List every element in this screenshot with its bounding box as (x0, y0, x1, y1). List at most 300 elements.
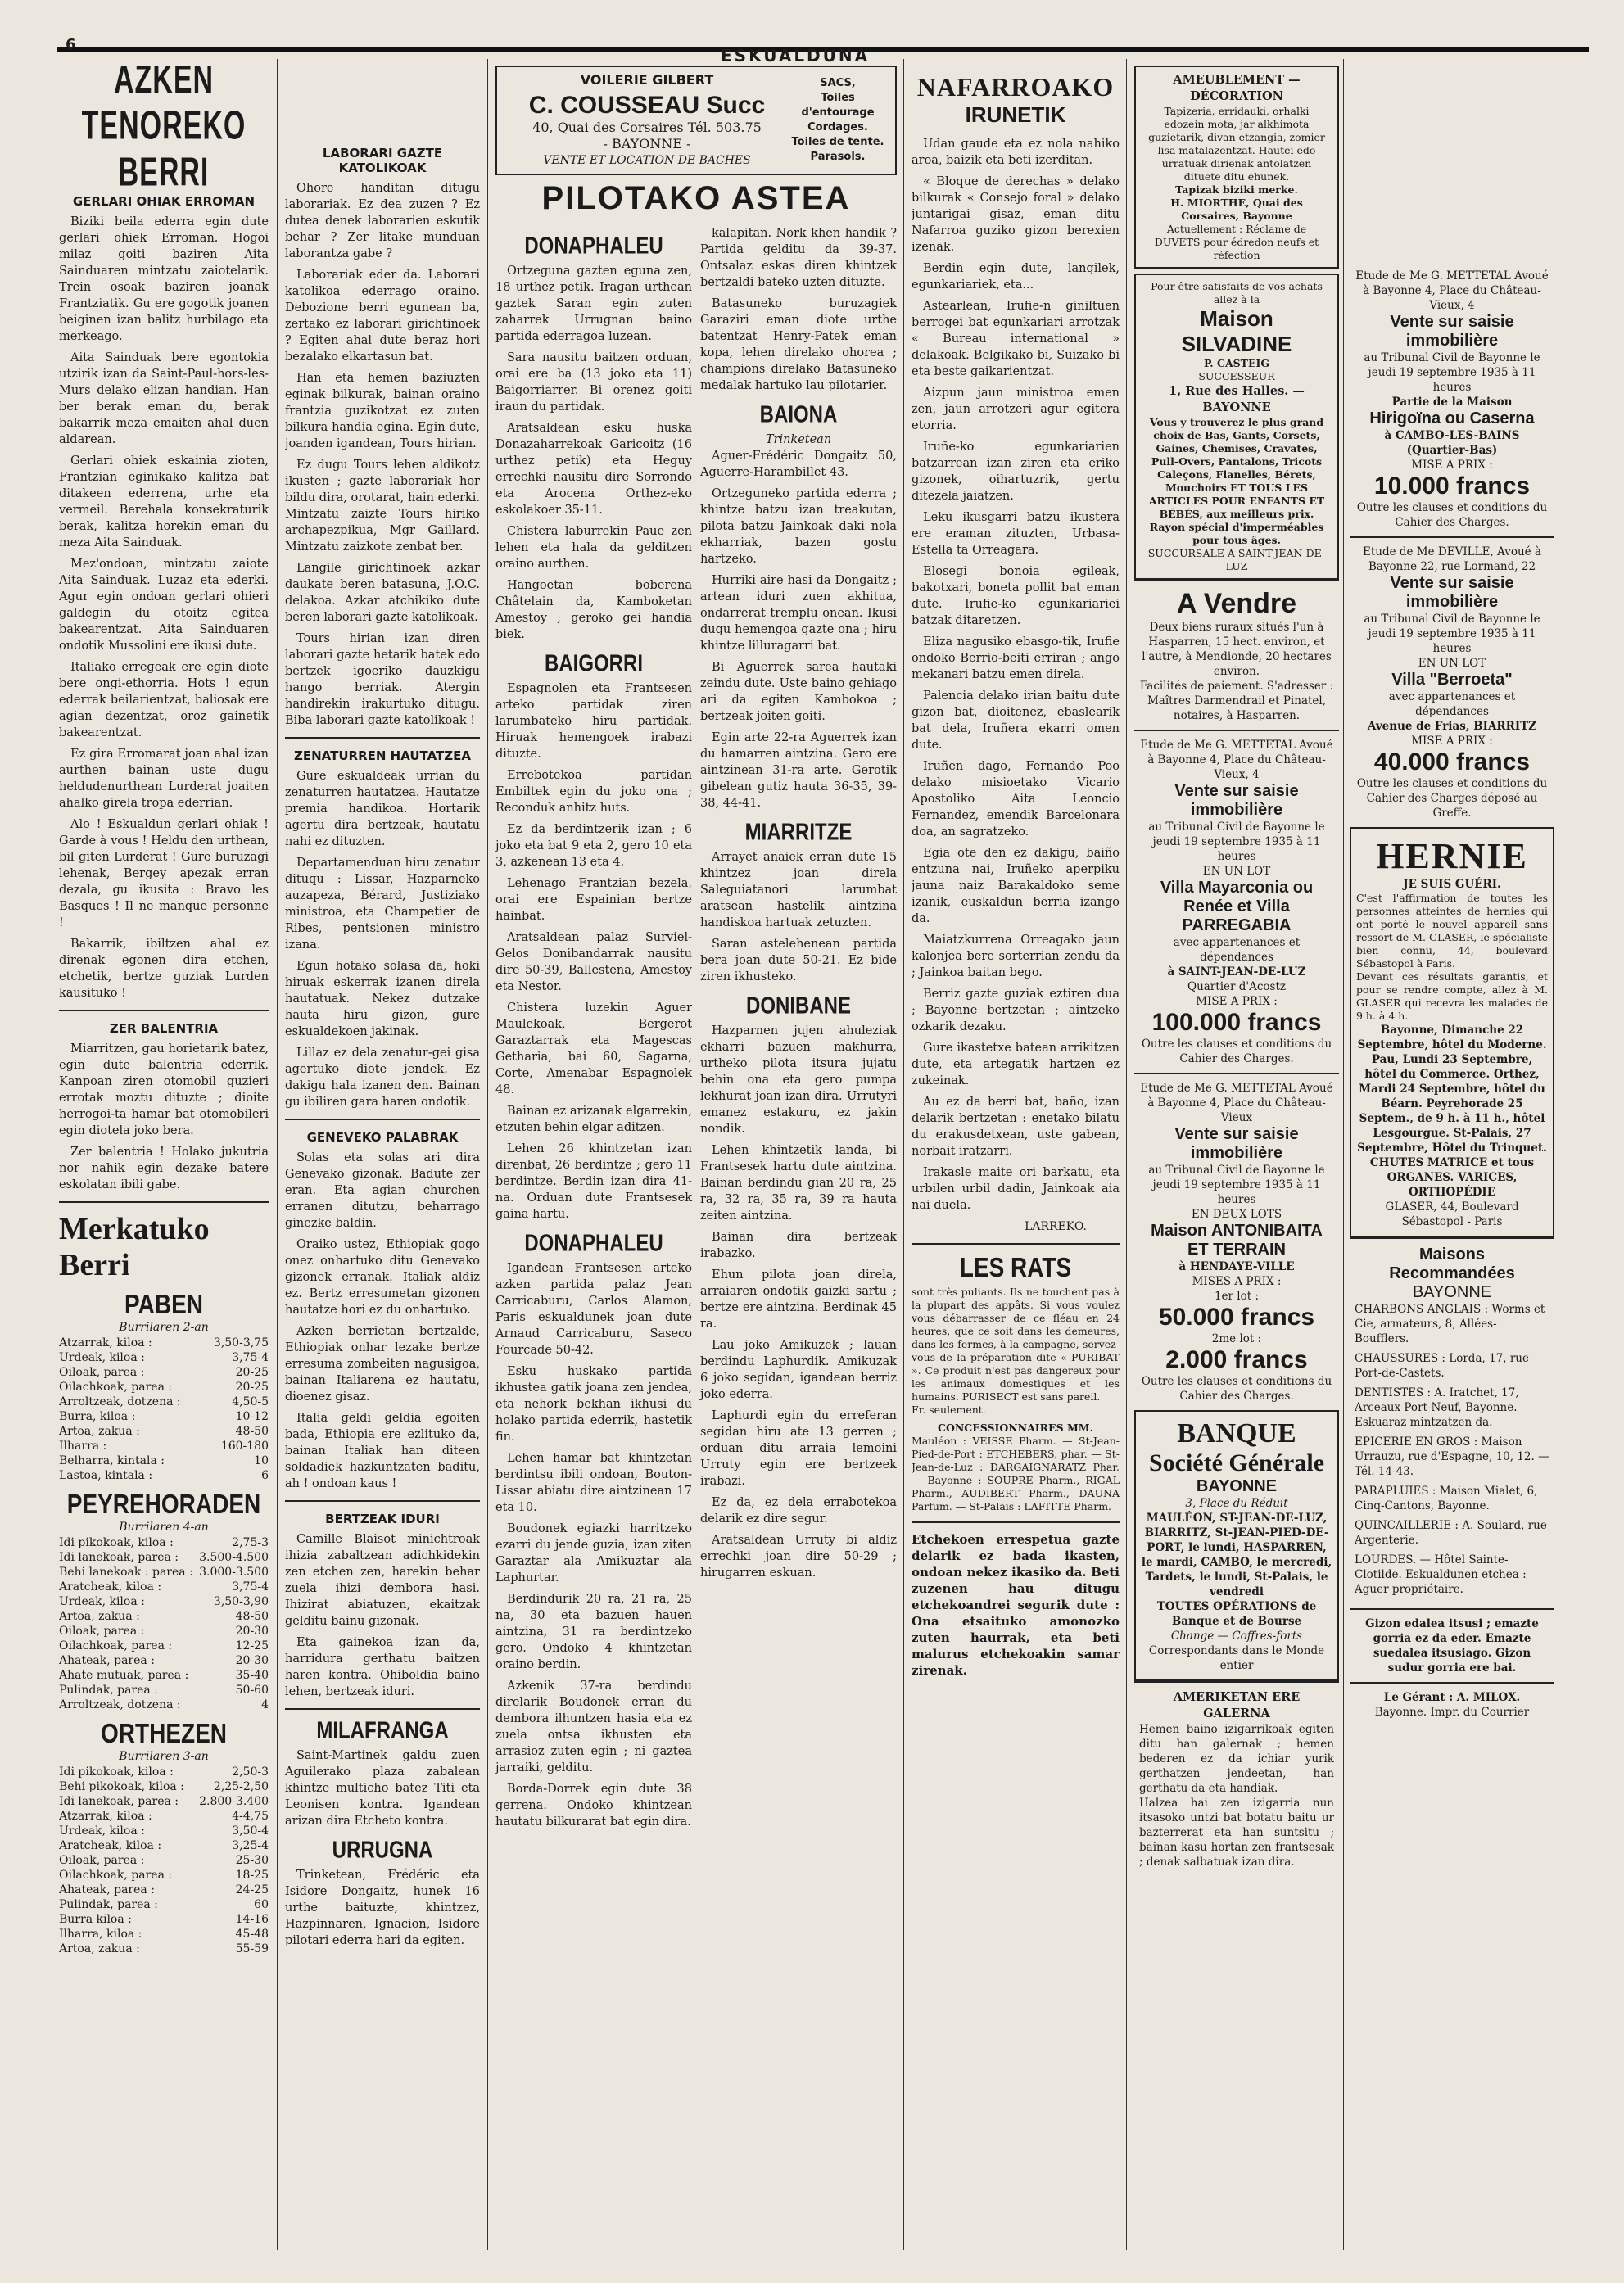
price-row (59, 1779, 269, 1794)
paragraph: Saran astelehenean partida bera joan dute 50-21. Ez bide ziren ikhusteko. (700, 938, 897, 983)
ad-text: MISE A PRIX : (1196, 995, 1278, 1008)
price-list (59, 1336, 269, 1483)
ad-property: Maison ANTONIBAITA ET TERRAIN (1151, 1222, 1323, 1259)
price-value: 3,50-4 (232, 1824, 269, 1838)
paragraph: Italiako erregeak ere egin diote bere ongi-ethorria. Hots ! egun ederrak beilarientzat, baliosak ere agian dezentzat, oroz gainetik bakearentzat. (59, 661, 269, 739)
ad-item: Toiles d'entourage (801, 92, 875, 119)
ad-company: C. COUSSEAU Succ (528, 92, 766, 119)
paragraph: Astearlean, Irufie-n giniltuen berrogei bat egunkariari arrotzak « Bureau international » delakoak. Belgikako bi, Suizako bi eta beste gaikarientzat. (912, 300, 1120, 378)
gerant: Le Gérant : A. MILOX. (1383, 1691, 1521, 1704)
price-item: Aratcheak, kiloa : (59, 1839, 162, 1852)
paragraph: Egia ote den ez dakigu, baiño entzuna nai, Iruñeko aperpiku jauna naiz Barakaldoko seme izanik, euskaldun berria izango da. (912, 847, 1120, 925)
price-list (59, 1765, 269, 1956)
paragraph: Aratsaldean palaz Surviel-Gelos Donibandarrak nausitu dire 50-39, Ballestena, Amestoy eta Nestor. (495, 931, 692, 993)
paragraph: Boudonek egiazki harritzeko ezarri du jende guzia, izan ziten Garaztar ala Amikuztar ala Laphurtar. (495, 1522, 692, 1585)
ad-address: 3, Place du Réduit (1185, 1497, 1288, 1510)
price-item: Oiloak, parea : (59, 1625, 145, 1638)
price-value: 2,75-3 (232, 1536, 269, 1549)
paragraph: Espagnolen eta Frantsesen arteko partidak ziren larumbateko hiru partidak. Hiruak hemengoek irabazi dituzte. (495, 682, 692, 761)
ad-amount: 100.000 francs (1151, 1009, 1322, 1036)
vendre-ad (1134, 580, 1339, 730)
paragraph: Hurriki aire hasi da Dongaitz ; artean iduri zuen akhitua, ondarrerat tremplu onean. Ikusi dugu hemengoa gazte ona ; hiru khintze lilluragarri bat. (700, 574, 897, 653)
price-item: Ahateak, parea : (59, 1883, 155, 1896)
ad-text: au Tribunal Civil de Bayonne le jeudi 19 septembre 1935 à 11 heures (1148, 1164, 1325, 1206)
article-title: GERLARI OHIAK ERROMAN (72, 194, 256, 209)
price-row (59, 1853, 269, 1868)
ad-text: avec appartenances et dépendances (1173, 936, 1301, 964)
price-item: Idi pikokoak, kiloa : (59, 1765, 174, 1779)
paragraph: Iruñe-ko egunkariarien batzarrean izan ziren eta eriko gizonek, oihartuzrik, gertu ditezela jaiatzen. (912, 441, 1120, 503)
article-title: LABORARI GAZTE KATOLIKOAK (322, 146, 443, 175)
column-rule (903, 59, 904, 2250)
article-title: DONAPHALEU (524, 1230, 663, 1257)
ad-text: EN UN LOT (1202, 865, 1271, 878)
ad-tagline: VENTE ET LOCATION DE BACHES (543, 154, 751, 167)
market-date: Burrilaren 3-an (119, 1750, 209, 1763)
ad-text: EN DEUX LOTS (1191, 1208, 1282, 1221)
paragraph: Azken berrietan bertzalde, Ethiopiak onhar lezake bertze erresuma zombeiten nagusigoa, bainan Italiarena ez hautatu, dioenez gisaz. (285, 1325, 480, 1404)
market-section (59, 1211, 269, 1956)
price-row (59, 1942, 269, 1956)
ad-text: Outre les clauses et conditions du Cahier des Charges. (1141, 1375, 1332, 1403)
paragraph: Hangoetan boberena Châtelain da, Kamboketan Amestoy ; geroko gei handia biek. (495, 579, 692, 641)
price-value: 55-59 (235, 1942, 269, 1955)
ad-text: Correspondants dans le Monde entier (1148, 1644, 1325, 1672)
directory-item: CHAUSSURES : Lorda, 17, rue Port-de-Castets. (1355, 1352, 1529, 1380)
paragraph: Berdindurik 20 ra, 21 ra, 25 na, 30 eta bazuen hauen aintzina, 31 ra berdintzeko gero. Ondoko 4 khintzetan oraino berdin. (495, 1593, 692, 1671)
price-row (59, 1927, 269, 1942)
ad-text: SUCCESSEUR (1198, 370, 1275, 382)
paragraph: Au ez da berri bat, baño, izan delarik bertzetan : enetako bilatu du erakusdetxean, uste gabean, norbait iratzarri. (912, 1096, 1120, 1158)
price-item: Oiloak, parea : (59, 1366, 145, 1379)
paragraph: Bi Aguerrek sarea hautaki zeindu dute. Uste baino gehiago ari da egiten Kambokoa ; bertzeak joiten goiti. (700, 661, 897, 723)
paragraph: Chistera luzekin Aguer Maulekoak, Bergerot Garaztarrak eta Magescas Getharia, bai 60, Sagarna, Corte, Amenabar Espagnolek 48. (495, 1001, 692, 1096)
silvadine-ad (1134, 274, 1339, 580)
legal-notice (1350, 262, 1554, 536)
ad-text: MISE A PRIX : (1411, 735, 1493, 748)
ad-title: LES RATS (959, 1251, 1072, 1282)
price-item: Oilachkoak, parea : (59, 1869, 173, 1882)
section-subheadline: IRUNETIK (965, 102, 1066, 127)
price-value: 10-12 (235, 1410, 269, 1423)
price-value: 2,25-2,50 (213, 1780, 269, 1793)
price-item: Urdeak, kiloa : (59, 1351, 145, 1364)
ad-text: C'est l'affirmation de toutes les personnes atteintes de hernies qui ont porté le nouvel appareil sans ressort de M. GLASER, le spécialiste bien connu, 44, boulevard Sébastopol à Paris. (1356, 892, 1548, 970)
price-item: Burra kiloa : (59, 1913, 132, 1926)
article-title: BAIGORRI (545, 650, 643, 677)
ad-text: Etude de Me G. METTETAL Avoué à Bayonne 4, Place du Château-Vieux, 4 (1355, 269, 1549, 312)
ad-text: Etude de Me G. METTETAL Avoué à Bayonne 4, Place du Château-Vieux (1140, 1082, 1333, 1124)
paragraph: Lehen hamar bat khintzetan berdintsu ibili ondoan, Bouton-Lissar abiatu dire aintzinean 17 eta 10. (495, 1452, 692, 1514)
price-value: 160-180 (220, 1440, 269, 1453)
price-row (59, 1468, 269, 1483)
price-item: Urdeak, kiloa : (59, 1595, 145, 1608)
paragraph: Solas eta solas ari dira Genevako gizonak. Badute zer eran. Eta agian churchen erranen ditutzu, beharrago ginezke baldin. (285, 1151, 480, 1230)
banque-ad (1134, 1410, 1339, 1681)
separator (285, 1708, 480, 1710)
price-item: Arroltzeak, dotzena : (59, 1395, 181, 1408)
ad-title: Vente sur saisie immobilière (1390, 574, 1514, 611)
price-value: 50-60 (235, 1684, 269, 1697)
ad-text: CHUTES MATRICE et tous ORGANES. VARICES, ORTHOPÉDIE (1369, 1156, 1535, 1199)
paragraph: Lehenago Frantzian bezela, orai ere Espainian bertze hainbat. (495, 877, 692, 923)
paragraph: Italia geldi geldia egoiten bada, Ethiopia ere ezlituko da, bainan Italiak han diteen soldadiek hazkuntzaten baditu, ah ! ondoan kaus ! (285, 1412, 480, 1490)
ad-text: Pour être satisfaits de vos achats allez à la (1151, 280, 1323, 305)
price-item: Pulindak, parea : (59, 1898, 158, 1911)
price-row (59, 1609, 269, 1624)
ad-text: à HENDAYE-VILLE (1178, 1260, 1295, 1273)
price-value: 3,75-4 (232, 1351, 269, 1364)
paragraph: Ez dugu Tours lehen aldikotz ikusten ; gazte laborariak hor bildu dira, orotarat, hain ederki. Mintzatu zaizte Tours hiriko archapezpikua, Mgr Gaillard. Mintzatu zaizkote zenbat ber. (285, 459, 480, 554)
paragraph: Biziki beila ederra egin dute gerlari ohiek Erroman. Hogoi milaz goiti baziren Aita Sainduaren mintzatu zaiotelarik. Trein osoak baziren joanak Frantziatik. Gu ere gogotik joanen beiginen izan balitz hurbilago eta merkeago. (59, 215, 269, 343)
price-value: 3,75-4 (232, 1580, 269, 1594)
ad-text: P. CASTEIG (1203, 357, 1270, 369)
paragraph: Ez da berdintzerik izan ; 6 joko eta bat 9 eta 2, gero 10 eta 3, azkenean 13 eta 4. (495, 823, 692, 869)
ad-text: MISES A PRIX : (1192, 1275, 1282, 1288)
paragraph: Tours hirian izan diren laborari gazte hetarik batek edo bertzek igoeriko dauzkigu hango berriak. Atergin handirekin irakurtuko ditugu. Biba laborari gazte katolikoak ! (285, 632, 480, 727)
price-item: Oilachkoak, parea : (59, 1639, 173, 1652)
paragraph: Egun hotako solasa da, hoki hiruak eskerrak izanen direla hautatuak. Nekez dutzake hauta hiru gizon, gure eskualdekoen jakinak. (285, 960, 480, 1038)
ad-text: Fr. seulement. (912, 1404, 986, 1416)
ad-address: H. MIORTHE, Quai des Corsaires, Bayonne (1170, 197, 1303, 222)
ad-text: Vous y trouverez le plus grand choix de Bas, Gants, Corsets, Gaines, Chemises, Cravates, Pull-Overs, Pantalons, Tricots Caleçons, Flanelles, Bérets, Mouchoirs ET TOUS LES ARTICLES POUR ENFANTS ET BÉBÉS, aux meilleurs prix. (1148, 416, 1325, 520)
price-value: 4 (261, 1698, 269, 1711)
paragraph: Halzea hai zen izigarria nun itsasoko untzi bat botatu baitu ur bazterrerat eta han suntsitu ; bainan kasu hortan zen frantsesak ; denak salbatuak izan dira. (1139, 1797, 1334, 1869)
price-item: Belharra, kintala : (59, 1454, 165, 1467)
price-row (59, 1794, 269, 1809)
separator (912, 1243, 1120, 1245)
price-value: 35-40 (235, 1669, 269, 1682)
ad-text: 2me lot : (1211, 1332, 1262, 1345)
imprimerie: Bayonne. Impr. du Courrier (1374, 1706, 1530, 1719)
ad-text: Etude de Me DEVILLE, Avoué à Bayonne 22, rue Lormand, 22 (1362, 545, 1542, 573)
pilota-right (700, 225, 897, 1835)
ad-item: SACS, (820, 77, 856, 89)
price-item: Oiloak, parea : (59, 1854, 145, 1867)
pilota-left (495, 225, 692, 1835)
column-6 (1350, 262, 1554, 2250)
price-row (59, 1424, 269, 1439)
paragraph: Ehun pilota joan direla, arraiaren ondotik gaizki sartu ; bertze ere aintzina. Berdinak 45 ra. (700, 1268, 897, 1331)
ad-text: MAULÉON, ST-JEAN-DE-LUZ, BIARRITZ, St-JEAN-PIED-DE-PORT, le lundi, HASPARREN, le mardi, CAMBO, le mercredi, Tardets, le lundi, St-Palais, le vendredi (1141, 1512, 1332, 1598)
paragraph: Ez gira Erromarat joan ahal izan aurthen bainan uste dugu heldudenurthean Lurderat joaiten ahalko girela tropa ederrian. (59, 748, 269, 810)
boxed-notice: Etchekoen errespetua gazte delarik ez bada ikasten, ondoan nekez ikasiko da. Beti zuzenen hau ditugu etchekoandrei segurik dute : Ona etsaituko amonozko zuten haurrak, eta beti malurus etchekoakin samar zirenak. (912, 1532, 1120, 1678)
price-list (59, 1535, 269, 1712)
separator (285, 737, 480, 739)
ad-text: Devant ces résultats garantis, et pour se rendre compte, allez à M. GLASER qui recevra les malades de 9 h. à 4 h. (1356, 970, 1548, 1022)
paragraph: Alo ! Eskualdun gerlari ohiak ! Garde à vous ! Heldu den urthean, bil giten Lurderat ! Gure buruzagi lehenak, Bergey apezak erran dezala, gu ikusita : Bravo les Basques ! Il ne manque personne ! (59, 818, 269, 929)
separator (285, 1500, 480, 1502)
price-value: 25-30 (235, 1854, 269, 1867)
paragraph: Zer balentria ! Holako jukutria nor nahik egin dezake batere eskolatan ibili gabe. (59, 1146, 269, 1191)
market-town: PEYREHORADEN (66, 1488, 261, 1519)
price-item: Artoa, zakua : (59, 1942, 140, 1955)
price-row (59, 1594, 269, 1609)
paragraph: Gure eskualdeak urrian du zenaturren hautatzea. Hautatze premia handikoa. Hortarik agertu dira bertzeak, hautatu nahi ez dituzten. (285, 770, 480, 848)
directory-list (1355, 1302, 1549, 1597)
directory-item: DENTISTES : A. Iratchet, 17, Arceaux Port-Neuf, Bayonne. Eskuaraz mintzatzen da. (1355, 1386, 1519, 1429)
price-row (59, 1765, 269, 1779)
price-item: Behi pikokoak, kiloa : (59, 1780, 184, 1793)
ad-text: Outre les clauses et conditions du Cahier des Charges. (1141, 1038, 1332, 1065)
price-value: 2,50-3 (232, 1765, 269, 1779)
paragraph: Departamenduan hiru zenatur dituqu : Lissar, Hazparneko auzapeza, Bérard, Justiziako ministroa, eta Champetier de Ribes, pentsionen ministro izana. (285, 857, 480, 952)
ad-text: sont très puliants. Ils ne touchent pas à la plupart des appâts. Si vous voulez vous débarrasser de ce fléau en 24 heures, que ce soit dans les demeures, dans les fermes, à la campagne, servez-vous de la préparation dite « PURIBAT ». Ce produit n'est pas dangereux pour les animaux domestiques et les humains. PURISECT est sans pareil. (912, 1286, 1120, 1403)
price-value: 48-50 (235, 1610, 269, 1623)
ad-text: Tapizak biziki merke. (1175, 183, 1298, 196)
ad-text: au Tribunal Civil de Bayonne le jeudi 19 septembre 1935 à 11 heures (1148, 821, 1325, 863)
ad-text: Tapizeria, erridauki, orhalki edozein mota, jar alkhimota guzietarik, divan etzangia, zomier lisa matalazentzat. Hautei edo urratuak dirienak antolatzen dituete ditu ehunek. (1148, 105, 1325, 183)
ad-text: Partie de la Maison (1391, 396, 1513, 409)
paragraph: « Bloque de derechas » delako bilkurak « Consejo foral » delako juntarigai gisaz, eman ditu Nafarroa guziko gizon berexien izenak. (912, 175, 1120, 254)
ad-text: JE SUIS GUÉRI. (1403, 878, 1501, 891)
article-subtitle: Trinketean (765, 433, 832, 446)
ad-city: BAYONNE (1412, 1283, 1492, 1301)
price-item: Idi lanekoak, parea : (59, 1795, 179, 1808)
ad-address: 40, Quai des Corsaires Tél. 503.75 (532, 120, 762, 135)
paragraph: Oraiko ustez, Ethiopiak gogo onez onhartuko ditu Genevako gizonek erranak. Italiak aldiz ez. Bertz erresumetan gizonen hautatze hori ez du onhartuko. (285, 1238, 480, 1317)
price-row (59, 1824, 269, 1838)
price-row (59, 1883, 269, 1897)
price-item: Idi lanekoak, parea : (59, 1551, 179, 1564)
price-row (59, 1668, 269, 1683)
price-item: Atzarrak, kiloa : (59, 1336, 152, 1349)
voilerie-ad (495, 66, 897, 175)
price-row (59, 1350, 269, 1365)
ad-amount: 2.000 francs (1165, 1346, 1308, 1373)
section-headline: NAFARROAKO (916, 72, 1115, 102)
price-row (59, 1683, 269, 1698)
price-value: 4-4,75 (232, 1810, 269, 1823)
article-title: GENEVEKO PALABRAK (306, 1130, 459, 1145)
price-row (59, 1439, 269, 1453)
price-item: Artoa, zakua : (59, 1425, 140, 1438)
paragraph: Eliza nagusiko ebasgo-tik, Irufie ondoko Berrio-beiti erriran ; ango mekanari batzu emen direla. (912, 635, 1120, 681)
paragraph: Trinketean, Frédéric eta Isidore Dongaitz, hunek 16 urthe baituzte, khintzez, Hazpinnaren, Ignacion, Isidore pilotari ederra hari da egiten. (285, 1869, 480, 1947)
paragraph: Aguer-Frédéric Dongaitz 50, Aguerre-Harambillet 43. (700, 450, 897, 479)
paragraph: Igandean Frantsesen arteko azken partida palaz Jean Carricaburu, Carlos Alamon, Paris eskualdunek joan dute Arnaud Carricaburu, Saseco Fourcade 50-42. (495, 1262, 692, 1357)
price-value: 20-30 (235, 1625, 269, 1638)
price-value: 3,50-3,90 (213, 1595, 269, 1608)
paragraph: Hemen baino izigarrikoak egiten ditu han galernak ; hemen bederen ez da ichiar yurik gerthatzen jendeetan, han gerthatu da eta handiak. (1139, 1723, 1334, 1795)
paragraph: Aizpun jaun ministroa emen zen, jaun arrotzeri agur egitera etorria. (912, 387, 1120, 432)
ad-text: avec appartenances et dépendances (1388, 690, 1516, 718)
hernie-ad (1350, 827, 1554, 1237)
price-value: 3,25-4 (232, 1839, 269, 1852)
price-item: Artoa, zakua : (59, 1610, 140, 1623)
article-title: URRUGNA (332, 1837, 433, 1864)
price-value: 3.000-3.500 (199, 1566, 269, 1579)
column-2 (285, 66, 480, 2250)
price-row (59, 1809, 269, 1824)
paragraph: Ez da, ez dela errabotekoa delarik ez dire segur. (700, 1496, 897, 1526)
ad-text: SUCCURSALE A SAINT-JEAN-DE-LUZ (1147, 547, 1326, 572)
price-item: Ilharra : (59, 1440, 107, 1453)
paragraph: Langile girichtinoek azkar daukate beren batasuna, J.O.C. delakoa. Azkar atchikiko dute beren laborari gazte katolikoak. (285, 562, 480, 624)
paragraph: kalapitan. Nork khen handik ? Partida gelditu da 39-37. Ontsalaz eskas diren khintzek bertzaldi bateko uzten dituzte. (700, 227, 897, 289)
price-row (59, 1653, 269, 1668)
article-title: MILAFRANGA (316, 1717, 449, 1744)
paragraph: Irakasle maite ori barkatu, eta urbilen urbil dadin, Jainkoak aia nai duela. (912, 1166, 1120, 1212)
paragraph: Elosegi bonoia egileak, bakotxari, boneta pollit bat eman dute. Irufie-ko egunkariariei batzak ditaretzen. (912, 565, 1120, 627)
paragraph: Laphurdi egin du erreferan segidan hiru ate 13 gerren ; orduan ditu arraia lemoini Urruty egin ere bertzeek irabazi. (700, 1409, 897, 1488)
column-4 (912, 66, 1120, 2250)
paragraph: Han eta hemen baziuzten eginak bilkurak, bainan oraino frantzia guzikotzat ez zuten bilkura handia egina. Egin dute, joanden igandean, Tours hirian. (285, 372, 480, 450)
ad-text: Avenue de Frias, BIARRITZ (1367, 720, 1537, 733)
paragraph: Esku huskako partida ikhustea gatik joana zen jendea, eta nehork bekhan ikhusi du holako partida ederrik, hastetik fin. (495, 1365, 692, 1444)
ad-text: au Tribunal Civil de Bayonne le jeudi 19 septembre 1935 à 11 heures (1364, 351, 1540, 394)
price-item: Atzarrak, kiloa : (59, 1810, 152, 1823)
price-value: 18-25 (235, 1869, 269, 1882)
paragraph: Berdin egin dute, langilek, egunkariariek, eta... (912, 262, 1120, 292)
ad-city: BAYONNE (1196, 1477, 1278, 1495)
paragraph: Camille Blaisot minichtroak ihizia zabaltzean adichkidekin zen etchen zen, harekin behar zuela ihizi dembora hasi. Ihizirat abiatuzen, ekaitzak gelditu bainu gizonak. (285, 1533, 480, 1628)
price-row (59, 1639, 269, 1653)
price-value: 6 (261, 1469, 269, 1482)
article (1134, 1681, 1339, 1876)
ad-property: Villa Mayarconia ou Renée et Villa PARREGABIA (1160, 879, 1314, 934)
ad-text: Change — Coffres-forts (1170, 1630, 1303, 1643)
price-row (59, 1698, 269, 1712)
column-5 (1134, 66, 1339, 2250)
price-value: 60 (254, 1898, 269, 1911)
paragraph: Ortzeguneko partida ederra ; khintze batzu izan treakutan, pilota batzu Jainkoak daki nola ekharriak, bazen gostu hartzeko. (700, 487, 897, 566)
ad-text: MISE A PRIX : (1411, 459, 1493, 472)
directory-item: LOURDES. — Hôtel Sainte-Clotilde. Eskualdunen etchea : Aguer propriétaire. (1355, 1553, 1527, 1596)
price-value: 2.800-3.400 (199, 1795, 269, 1808)
price-row (59, 1580, 269, 1594)
price-item: Behi lanekoak : parea : (59, 1566, 193, 1579)
paragraph: Chistera laburrekin Paue zen lehen eta hala da gelditzen oraino aurthen. (495, 525, 692, 571)
price-value: 45-48 (235, 1928, 269, 1941)
ad-title: HERNIE (1376, 836, 1528, 876)
ad-text: au Tribunal Civil de Bayonne le jeudi 19 septembre 1935 à 11 heures (1364, 613, 1540, 655)
footer (1350, 1682, 1554, 1726)
ad-title: A Vendre (1176, 588, 1297, 619)
price-value: 20-25 (235, 1366, 269, 1379)
price-item: Ilharra, kiloa : (59, 1928, 142, 1941)
column-rule (1343, 59, 1344, 2250)
ad-text: Actuellement : Réclame de DUVETS pour édredon neufs et réfection (1154, 223, 1319, 261)
price-item: Pulindak, parea : (59, 1684, 158, 1697)
ad-title: AMEUBLEMENT — DÉCORATION (1173, 73, 1301, 103)
ad-company: Maison SILVADINE (1181, 306, 1292, 356)
paragraph: Gure ikastetxe batean arrikitzen dute, eta artegatik hartzen ez zukeinak. (912, 1042, 1120, 1087)
price-row (59, 1838, 269, 1853)
ameublement-ad (1134, 66, 1339, 269)
price-item: Aratcheak, kiloa : (59, 1580, 162, 1594)
ad-text: Outre les clauses et conditions du Cahier des Charges déposé au Greffe. (1356, 777, 1548, 820)
ad-item: Toiles de tente. (791, 136, 884, 148)
directory-item: EPICERIE EN GROS : Maison Urrauzu, rue d'Espagne, 10, 12. — Tél. 14-43. (1355, 1435, 1549, 1478)
paragraph: Lillaz ez dela zenatur-gei gisa agertuko diote jendek. Ez dakigu hala izanen den. Bainan gu ibiliren gara haren ondotik. (285, 1047, 480, 1109)
ad-title: VOILERIE GILBERT (505, 72, 789, 88)
article-title: ZER BALENTRIA (109, 1021, 219, 1036)
paragraph: Mez'ondoan, mintzatu zaiote Aita Sainduak. Luzaz eta ederki. Agur egin ondoan gerlari ohieri galdegin du otoitz egitea bakearentzat. Aita Sainduaren ondotik Mussolini ere ikusi dute. (59, 558, 269, 653)
market-heading: Merkatuko Berri (59, 1212, 210, 1282)
paragraph: Hazparnen jujen ahuleziak ekharri bazuen makhurra, urtheko pilota itsura jujatu behin ona eta gero pumpa lekhurat joan izan dira. Urrutyri emanez estakuru, ez jakin nondik. (700, 1024, 897, 1136)
paragraph: Arrayet anaiek erran dute 15 khintzez joan direla Saleguiatanori larumbat aratsean hastelik aintzina handiskoa hartuak zetuzten. (700, 851, 897, 929)
paragraph: Gerlari ohiek eskainia zioten, Frantzian eginikako kalitza bat ditakeen ederrena, urhe eta vermeil. Berehala konsekraturik berak, kalitza horekin eman du meza Aita Sainduak. (59, 454, 269, 549)
article-title: DONIBANE (745, 992, 851, 1019)
paragraph: Borda-Dorrek egin dute 38 gerrena. Ondoko khintzean hautatu bilkurarat bat egin dira. (495, 1783, 692, 1829)
paragraph: Saint-Martinek galdu zuen Aguilerako plaza zabalean khintze multicho batez Titi eta Leonisen kontra. Igandean arizan dira Etcheto kontra. (285, 1749, 480, 1828)
price-value: 10 (254, 1454, 269, 1467)
ad-item: Parasols. (810, 151, 866, 163)
notice (1350, 1608, 1554, 1682)
price-item: Urdeak, kiloa : (59, 1824, 145, 1838)
paragraph: Aratsaldean esku huska Donazaharrekoak Garicoitz (16 urthez petik) eta Heguy errechki nausitu dire Sorrondo eta Arocena Orthez-eko eskolakoer 35-11. (495, 422, 692, 517)
paragraph: Maiatzkurrena Orreagako jaun kalonjea bere sorterrian zendu da ; Jainkoa baitan bego. (912, 934, 1120, 979)
ad-title: Vente sur saisie immobilière (1174, 1125, 1299, 1162)
column-rule (487, 59, 488, 2250)
price-row (59, 1535, 269, 1550)
price-value: 3,50-3,75 (213, 1336, 269, 1349)
price-item: Oilachkoak, parea : (59, 1381, 173, 1394)
paragraph: Lehen 26 khintzetan izan direnbat, 26 berdintze ; gero 11 berdintze. Berdin izan dira 41-na. Orduan dute Frantsesek gaina hartu. (495, 1142, 692, 1221)
paragraph: Aratsaldean Urruty bi aldiz errechki joan dire 50-29 ; hirugarren eskuan. (700, 1534, 897, 1580)
ad-text: Gizon edalea itsusi ; emazte gorria ez da eder. Emazte suedalea itsusiago. Gizon sudur gorria ere bai. (1365, 1617, 1539, 1675)
price-row (59, 1624, 269, 1639)
price-row (59, 1868, 269, 1883)
price-item: Ahateak, parea : (59, 1654, 155, 1667)
directory (1350, 1237, 1554, 1608)
price-item: Ahate mutuak, parea : (59, 1669, 189, 1682)
price-value: 20-30 (235, 1654, 269, 1667)
price-item: Burra, kiloa : (59, 1410, 136, 1423)
separator (285, 1119, 480, 1120)
section-headline: PILOTAKO ASTEA (541, 180, 851, 216)
ad-property: Hirigoïna ou Caserna (1369, 409, 1535, 427)
paragraph: Iruñen dago, Fernando Poo delako misioetako Vicario Apostoliko Aita Leoncio Fernandez, emendik Barcelonara doa, an sagratzeko. (912, 760, 1120, 839)
paragraph: Bakarrik, ibiltzen ahal ez direnak egonen dira etchen, etchetik, bertze guziak Lurden kausituko ! (59, 938, 269, 1000)
article-title: MIARRITZE (744, 819, 853, 846)
paragraph: Batasuneko buruzagiek Garaziri eman diote urthe batentzat Henry-Patek eman kopa, lehen direlako ohorea ; champions direlako Batasuneko medalak hartuko lau pilotarier. (700, 297, 897, 392)
price-row (59, 1365, 269, 1380)
ad-text: Facilités de paiement. S'adresser : Maîtres Darmendrail et Pinatel, notaires, à Hasparren. (1139, 680, 1334, 722)
ad-text: Rayon spécial d'imperméables pour tous âges. (1149, 521, 1324, 546)
paragraph: Palencia delako irian baitu dute gizon bat, dioitenez, ebaslearik bat dela, Iruñera ekarri omen dute. (912, 689, 1120, 752)
ad-amount: 40.000 francs (1373, 748, 1531, 775)
price-row (59, 1453, 269, 1468)
ad-subtitle: CONCESSIONNAIRES MM. (938, 1422, 1093, 1434)
paragraph: Bainan ez arizanak elgarrekin, etzuten behin elgar aditzen. (495, 1105, 692, 1134)
paragraph: Lehen khintzetik landa, bi Frantsesek hartu dute aintzina. Bainan berdindu gian 20 ra, 25 ra, 32 ra, 35 ra, 39 ra hauta zeiten aintzina. (700, 1144, 897, 1223)
ad-text: Etude de Me G. METTETAL Avoué à Bayonne 4, Place du Château-Vieux, 4 (1140, 739, 1333, 781)
ad-text: GLASER, 44, Boulevard Sébastopol - Paris (1385, 1200, 1519, 1228)
paragraph: Berriz gazte guziak eztiren dua ; Bayonne bertzetan ; aintzeko ozkarik dezaku. (912, 988, 1120, 1033)
price-value: 48-50 (235, 1425, 269, 1438)
market-town: PABEN (124, 1288, 203, 1319)
masthead: ESKUALDUNA (721, 46, 871, 66)
article-title: DONAPHALEU (524, 233, 663, 260)
price-row (59, 1336, 269, 1350)
price-row (59, 1897, 269, 1912)
directory-item: QUINCAILLERIE : A. Soulard, rue Argenterie. (1355, 1519, 1547, 1547)
market-date: Burrilaren 4-an (119, 1521, 209, 1534)
paragraph: Leku ikusgarri batzu ikustera ere eraman zituzten, Urbasa-Estella ta Orreagara. (912, 511, 1120, 557)
ad-text: Mauléon : VEISSE Pharm. — St-Jean-Pied-de-Port : ETCHEBERS, phar. — St-Jean-de-Luz : DARGAIGNARATZ Phar. — Bayonne : SOUPRE Pharm., RIGAL Pharm., AUDIBERT Pharm., DAUNA Parfum. — St-Palais : LAFITTE Pharm. (912, 1435, 1120, 1512)
ad-text: à SAINT-JEAN-DE-LUZ (1167, 965, 1306, 979)
ad-text: 1er lot : (1214, 1290, 1260, 1303)
article-title: AMERIKETAN ERE GALERNA (1173, 1690, 1301, 1720)
paragraph: Sara nausitu baitzen orduan, orai ere ba (13 joko eta 11) Baigorriarrer. Bi orenez goiti iraun du partidak. (495, 351, 692, 414)
ad-address: 1, Rue des Halles. — BAYONNE (1169, 384, 1305, 414)
market-town: ORTHEZEN (101, 1717, 227, 1748)
ad-property: Villa "Berroeta" (1391, 671, 1513, 689)
legal-notice (1134, 730, 1339, 1073)
price-item: Arroltzeak, dotzena : (59, 1698, 181, 1711)
